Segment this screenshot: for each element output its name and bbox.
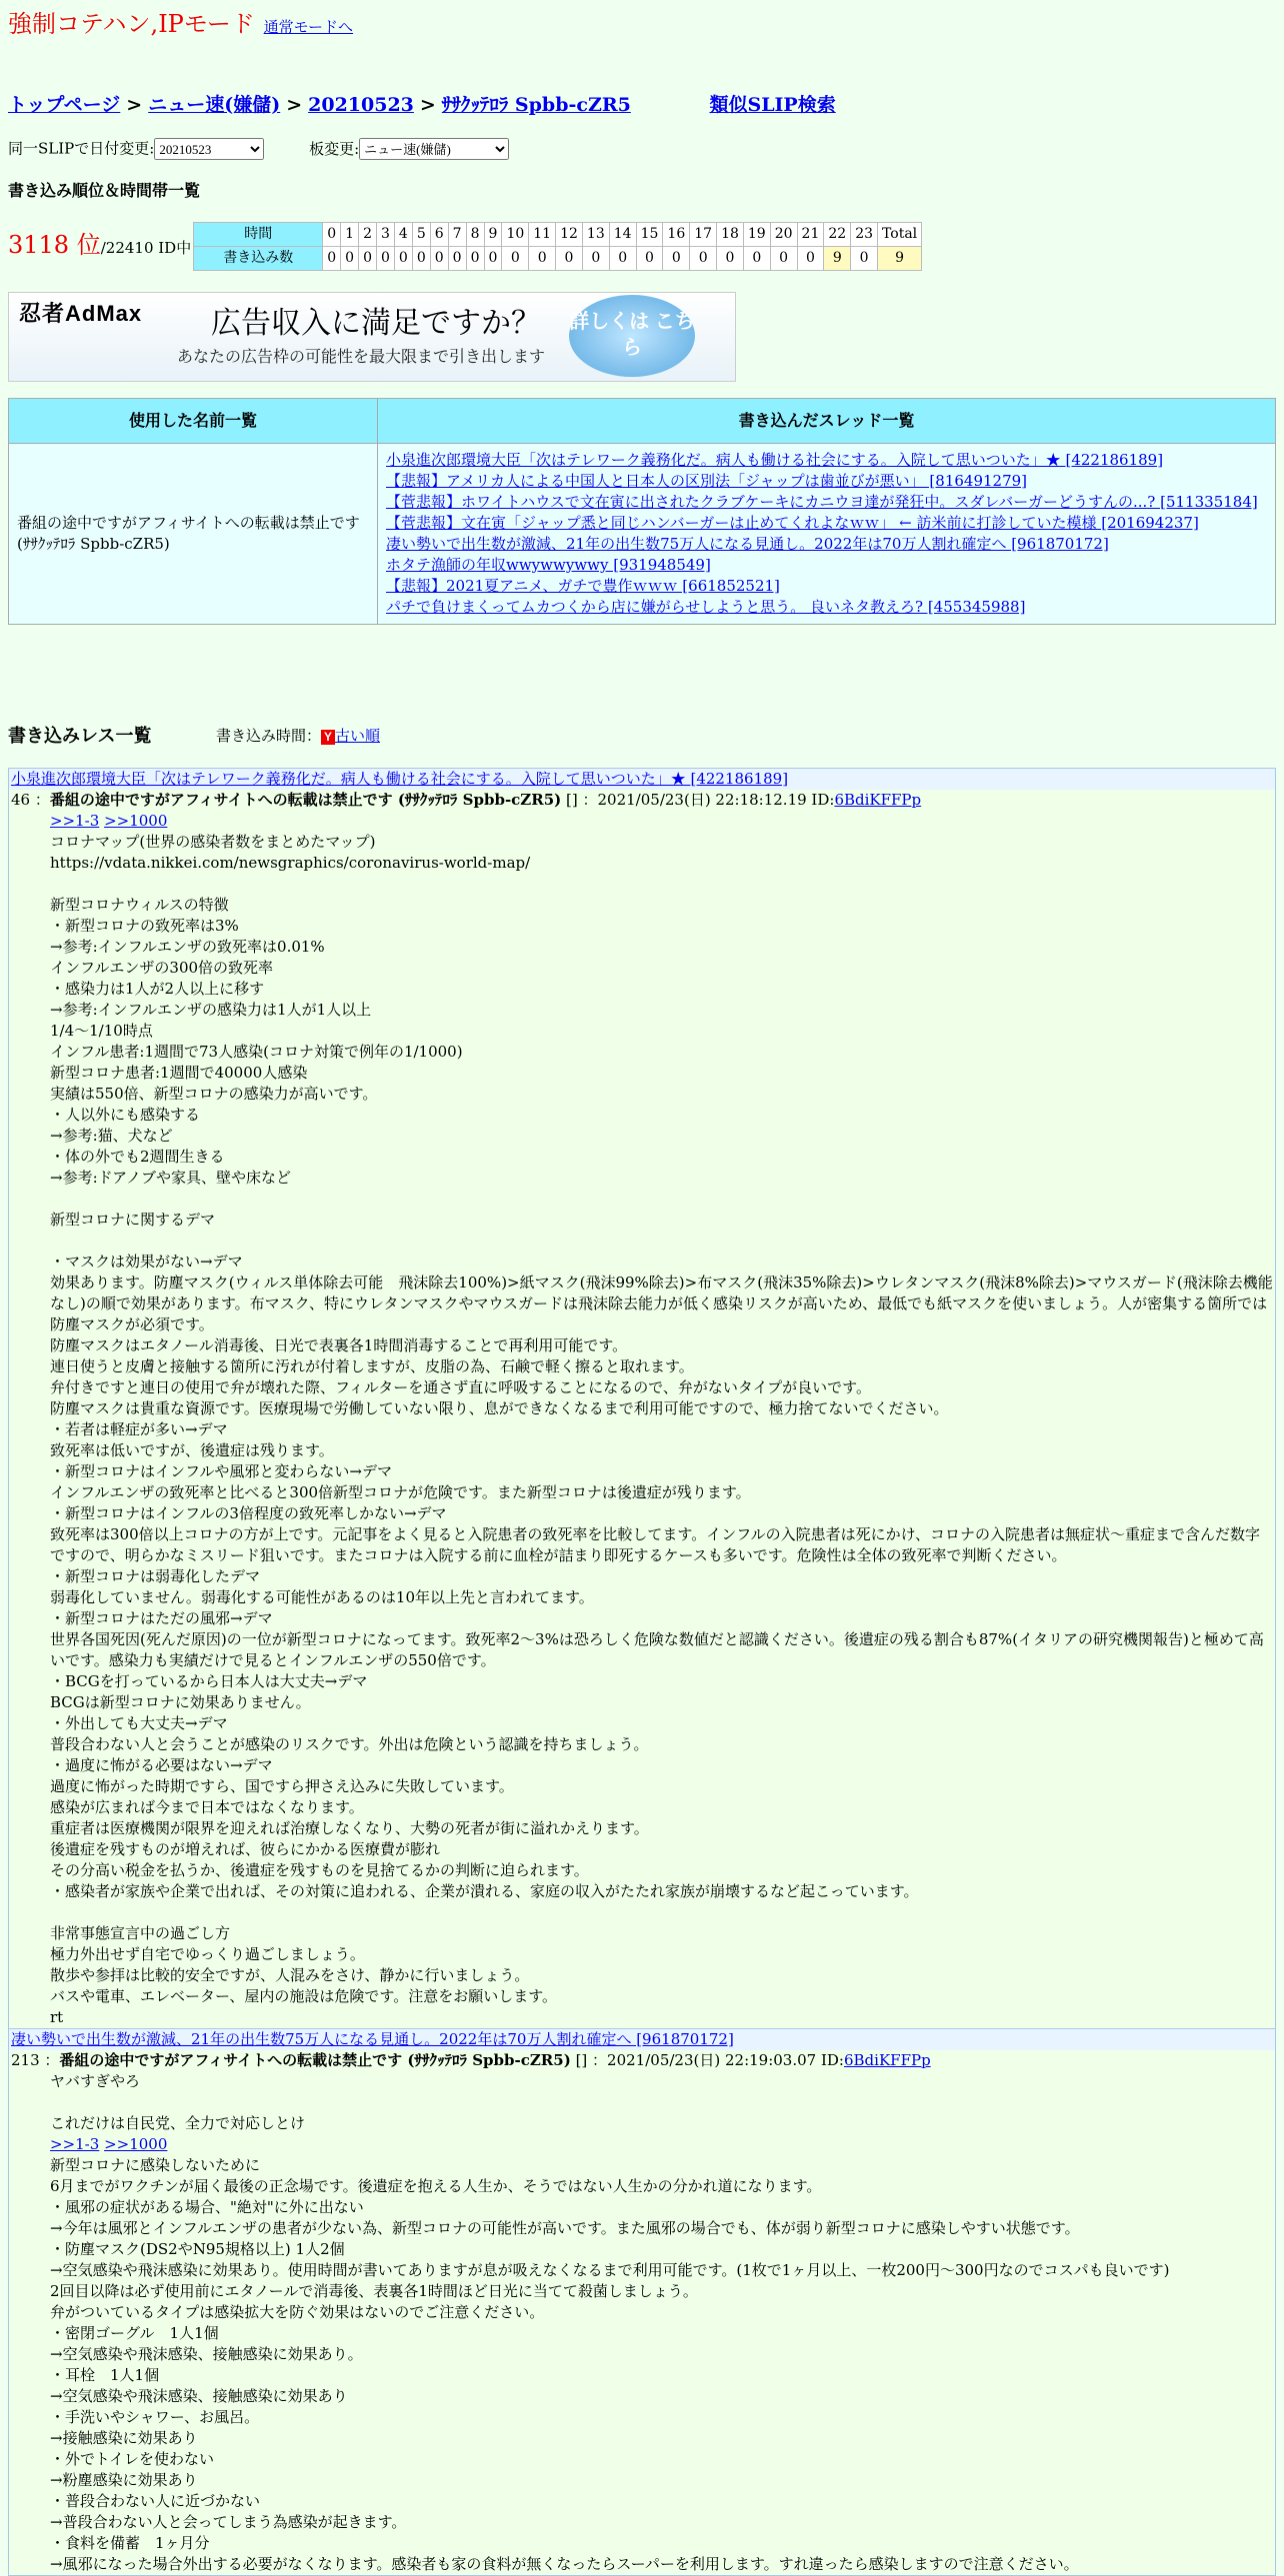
hour-cell: 5 [412,223,430,247]
count-cell: 0 [582,247,609,271]
names-threads-table [8,398,1276,625]
count-cell: 0 [663,247,690,271]
thread-link[interactable]: 【悲報】2021夏アニメ、ガチで豊作ｗｗｗ [661852521] [386,577,780,595]
normal-mode-link[interactable]: 通常モードへ [263,18,354,36]
hours-label: 時間 [194,223,323,247]
selector-row [8,138,509,160]
thread-link[interactable]: 凄い勢いで出生数が激減、21年の出生数75万人になる見通し。2022年は70万人割れ確定へ [961870172] [386,535,1109,553]
count-cell: 0 [770,247,797,271]
sort-order [216,726,380,747]
count-cell: 0 [484,247,502,271]
thread-link[interactable]: 【悲報】アメリカ人による中国人と日本人の区別法「ジャップは歯並びが悪い」 [816491279] [386,472,1028,490]
post-anchor-links [9,2134,1275,2155]
anchor-link[interactable]: >>1-3 [50,2135,100,2153]
post-anchor-links [9,811,1275,832]
board-select[interactable] [359,138,509,160]
count-cell: 0 [609,247,636,271]
count-cell: 0 [797,247,824,271]
post-id-link[interactable]: 6BdiKFFPp [834,791,922,809]
post-thread-title [9,2028,1275,2050]
ad-logo: 忍者AdMax [19,301,143,326]
breadcrumb-slip[interactable]: ｻｻｸｯﾃﾛﾗ Spbb-cZR5 [441,94,631,116]
used-name: 番組の途中ですがアフィサイトへの転載は禁止です (ｻｻｸｯﾃﾛﾗ Spbb-cZR5) [9,444,378,625]
post-author: 番組の途中ですがアフィサイトへの転載は禁止です (ｻｻｸｯﾃﾛﾗ Spbb-cZR5) [49,791,562,809]
breadcrumb-sep: > [286,94,303,116]
rank-number: 3118 位 [8,231,101,259]
hour-cell: 1 [341,223,359,247]
mode-header [8,8,353,42]
hour-cell: 18 [717,223,744,247]
hour-cell: 22 [824,223,851,247]
hour-cell: 9 [484,223,502,247]
count-cell: 0 [448,247,466,271]
date-change-label: 同一SLIPで日付変更: [8,139,155,158]
ranking-section-title: 書き込み順位＆時間帯一覧 [8,181,201,200]
rank-total: /22410 ID中 [100,239,192,257]
hour-cell: 20 [770,223,797,247]
thread-link[interactable]: 【菅悲報】文在寅「ジャップ悉と同じハンバーガーは止めてくれよなｗｗ」 ← 訪米前に打診していた模様 [201694237] [386,514,1199,532]
breadcrumb-sep: > [419,94,436,116]
hour-cell: 6 [430,223,448,247]
hour-cell: 19 [743,223,770,247]
threads-col-header: 書き込んだスレッド一覧 [378,399,1276,444]
ad-banner[interactable] [8,292,736,382]
hour-cell: 11 [529,223,556,247]
anchor-link[interactable]: >>1000 [104,812,168,830]
hour-cell: 4 [394,223,412,247]
count-cell: 0 [851,247,878,271]
count-cell: 0 [556,247,583,271]
post-body: 新型コロナに感染しないために 6月までがワクチンが届く最後の正念場です。後遺症を抱える人生か、そうではない人生かの分かれ道になります。 ・風邪の症状がある場合、"絶対"に外に出ない →今年は風邪とインフルエンザの患者が少ない為、新型コロナの可能性が高いです。また風邪の場合でも、体が弱り新型コロナに感染しやすい状態です。 ・防塵マスク(DS2やN95規格以上) 1人2個 →空気感染や飛沫感染に効果あり。使用時間が書いてありますが息が吸えなくなるまで利用可能です。(1枚で1ヶ月以上、一枚200円〜300円なのでコスパも良いです) 2回目以降は必ず使用前にエタノールで消毒後、表裏各1時間ほど日光に当てて殺菌しましょう。 弁がついているタイプは感染拡大を防ぐ効果はないのでご注意ください。 ・密閉ゴーグル 1人1個 →空気感染や飛沫感染、接触感染に効果あり。 ・耳栓 1人1個 →空気感染や飛沫感染、接触感染に効果あり ・手洗いやシャワー、お風呂。 →接触感染に効果あり ・外でトイレを使わない →粉塵感染に効果あり ・普段合わない人に近づかない →普段合わない人と会ってしまう為感染が起きます。 ・食料を備蓄 1ヶ月分 →風邪になった場合外出する必要がなくなります。感染者も家の食料が無くなったらスーパーを利用します。すれ違ったら感染しますので注意ください。 [50,2156,1170,2573]
count-cell: 0 [430,247,448,271]
count-cell: 9 [878,247,922,271]
post-thread-link[interactable]: 小泉進次郎環境大臣「次はテレワーク義務化だ。病人も働ける社会にする。入院して思いついた」★ [422186189] [11,770,789,788]
post-thread-title [9,769,1275,790]
count-cell: 0 [376,247,394,271]
hour-cell: 12 [556,223,583,247]
sort-label: 書き込み時間： [216,727,322,745]
date-select[interactable] [154,138,264,160]
hour-cell: 16 [663,223,690,247]
hour-cell: 21 [797,223,824,247]
mode-title: 強制コテハン,IPモード [8,10,255,38]
thread-link[interactable]: ホタテ漁師の年収wwywwywwy [931948549] [386,556,711,574]
thread-link[interactable]: 小泉進次郎環境大臣「次はテレワーク義務化だ。病人も働ける社会にする。入院して思いついた」★ [422186189] [386,451,1164,469]
count-cell: 0 [529,247,556,271]
rank-value [8,222,191,271]
post-meta: [] ：2021/05/23(日) 22:18:12.19 ID: [561,791,835,809]
sort-oldest-link[interactable]: 古い順 [335,727,381,745]
hour-cell: 3 [376,223,394,247]
breadcrumb-date[interactable]: 20210523 [308,94,414,116]
posts-list [8,768,1276,2576]
post-author: 番組の途中ですがアフィサイトへの転載は禁止です (ｻｻｸｯﾃﾛﾗ Spbb-cZR5) [59,2051,571,2069]
post-header [9,2050,1275,2071]
count-cell: 0 [690,247,717,271]
ad-headline: 広告収入に満足ですか？ [211,307,541,340]
thread-link[interactable]: パチで負けまくってムカつくから店に嫌がらせしようと思う。 良いネタ教えろ? [455345988] [386,598,1026,616]
posts-section-title: 書き込みレス一覧 [8,726,152,747]
post-lead: ヤバすぎやろ これだけは自民党、全力で対応しとけ [50,2072,306,2132]
post-number: 46 ： [11,791,50,809]
count-cell: 0 [502,247,529,271]
anchor-link[interactable]: >>1-3 [50,812,100,830]
ad-subtext: あなたの広告枠の可能性を最大限まで引き出します [177,349,546,366]
thread-list [378,444,1276,625]
similar-slip-search-link[interactable]: 類似SLIP検索 [709,94,836,116]
thread-link[interactable]: 【菅悲報】ホワイトハウスで文在寅に出されたクラブケーキにカニウヨ達が発狂中。スダレバーガーどうすんの...? [511335184] [386,493,1258,511]
count-cell: 0 [359,247,377,271]
hour-cell: 23 [851,223,878,247]
hour-cell: 10 [502,223,529,247]
post-meta: [] ：2021/05/23(日) 22:19:03.07 ID: [570,2051,844,2069]
count-cell: 0 [717,247,744,271]
hour-cell: 17 [690,223,717,247]
sort-icon: Y [321,730,335,745]
count-cell: 0 [323,247,341,271]
post-number: 213 ： [11,2051,60,2069]
breadcrumb-top[interactable]: トップページ [8,94,121,116]
post-header [9,790,1275,811]
hour-cell: 7 [448,223,466,247]
hour-cell: 2 [359,223,377,247]
hour-cell: 13 [582,223,609,247]
count-cell: 0 [466,247,484,271]
anchor-link[interactable]: >>1000 [104,2135,168,2153]
count-cell: 0 [394,247,412,271]
post-thread-link[interactable]: 凄い勢いで出生数が激減、21年の出生数75万人になる見通し。2022年は70万人割れ確定へ [961870172] [11,2030,734,2048]
count-cell: 0 [636,247,663,271]
hour-cell: Total [878,223,922,247]
post-id-link[interactable]: 6BdiKFFPp [843,2051,931,2069]
count-cell: 0 [341,247,359,271]
hour-cell: 8 [466,223,484,247]
breadcrumb-sep: > [126,94,143,116]
breadcrumb-board[interactable]: ニュー速(嫌儲) [148,94,281,116]
hourly-table [193,222,922,271]
hour-cell: 0 [323,223,341,247]
ad-details-button[interactable]: 詳しくは こちら [569,295,695,377]
count-cell: 0 [412,247,430,271]
count-cell: 0 [743,247,770,271]
board-change-label: 板変更: [309,139,360,158]
post-body: コロナマップ(世界の感染者数をまとめたマップ) https://vdata.nikkei.com/newsgraphics/coronavirus-world-map/ 新型コロナウィルスの特徴 ・新型コロナの致死率は3% →参考:インフルエンザの致死率は0.01% インフルエンザの300倍の致死率 ・感染力は1人が2人以上に移す →参考:インフルエンザの感染力は1人が1人以上 1/4〜1/10時点 インフル患者:1週間で73人感染(コロナ対策で例年の1/1000) 新型コロナ患者:1週間で40000人感染 実績は550倍、新型コロナの感染力が高いです。 ・人以外にも感染する →参考:猫、犬など ・体の外でも2週間生きる →参考:ドアノブや家具、壁や床など 新型コロナに関するデマ ・マスクは効果がない→デマ 効果あります。防塵マスク(ウィルス単体除去可能 飛沫除去100%)>紙マスク(飛沫99%除去)>布マスク(飛沫35%除去)>ウレタンマスク(飛沫8%除去)>マウスガード(飛沫除去機能なし)の順で効果があります。布マスク、特にウレタンマスクやマウスガードは飛沫除去能力が低く感染リスクが高いため、最低でも紙マスクを使いましょう。人が密集する箇所では防塵マスクが必須です。 防塵マスクはエタノール消毒後、日光で表裏各1時間消毒することで再利用可能です。 連日使うと皮膚と接触する箇所に汚れが付着しますが、皮脂の為、石鹸で軽く擦ると取れます。 弁付きですと連日の使用で弁が壊れた際、フィルターを通さず直に呼吸することになるので、弁がないタイプが良いです。 防塵マスクは貴重な資源です。医療現場で労働していない限り、息ができなくなるまで利用可能ですので、極力捨てないでください。 ・若者は軽症が多い→デマ 致死率は低いですが、後遺症は残ります。 ・新型コロナはインフルや風邪と変わらない→デマ インフルエンザの致死率と比べると300倍新型コロナが危険です。また新型コロナは後遺症が残ります。 ・新型コロナはインフルの3倍程度の致死率しかない→デマ 致死率は300倍以上コロナの方が上です。元記事をよく見ると入院患者の致死率を比較してます。インフルの入院患者は死にかけ、コロナの入院患者は無症状〜重症まで含んだ数字ですので、明らかなミスリード狙いです。またコロナは入院する前に血栓が詰まり即死するケースも多いです。危険性は全体の致死率で判断ください。 ・新型コロナは弱毒化したデマ 弱毒化していません。弱毒化する可能性があるのは10年以上先と言われてます。 ・新型コロナはただの風邪→デマ 世界各国死因(死んだ原因)の一位が新型コロナになってます。致死率2〜3%は恐ろしく危険な数値だと認識ください。後遺症の残る割合も87%(イタリアの研究機関報告)と極めて高いです。感染力も実績だけで見るとインフルエンザの550倍です。 ・BCGを打っているから日本人は大丈夫→デマ BCGは新型コロナに効果ありません。 ・外出しても大丈夫→デマ 普段合わない人と会うことが感染のリスクです。外出は危険という認識を持ちましょう。 ・過度に怖がる必要はない→デマ 過度に怖がった時期ですら、国ですら押さえ込みに失敗しています。 感染が広まれば今まで日本ではなくなります。 重症者は医療機関が限界を迎えれば治療しなくなり、大勢の死者が街に溢れかえります。 後遺症を残すものが増えれば、彼らにかかる医療費が膨れ その分高い税金を払うか、後遺症を残すものを見捨てるかの判断に迫られます。 ・感染者が家族や企業で出れば、その対策に追われる、企業が潰れる、家庭の収入がたたれ家族が崩壊するなど起こっています。 非常事態宣言中の過ごし方 極力外出せず自宅でゆっくり過ごしましょう。 散歩や参拝は比較的安全ですが、人混みをさけ、静かに行いましょう。 バスや電車、エレベーター、屋内の施設は危険です。注意をお願いします。 rt [50,833,1273,2026]
hour-cell: 15 [636,223,663,247]
count-label: 書き込み数 [194,247,323,271]
breadcrumb [8,92,836,119]
ranking-block [8,222,922,271]
hour-cell: 14 [609,223,636,247]
count-cell: 9 [824,247,851,271]
names-col-header: 使用した名前一覧 [9,399,378,444]
